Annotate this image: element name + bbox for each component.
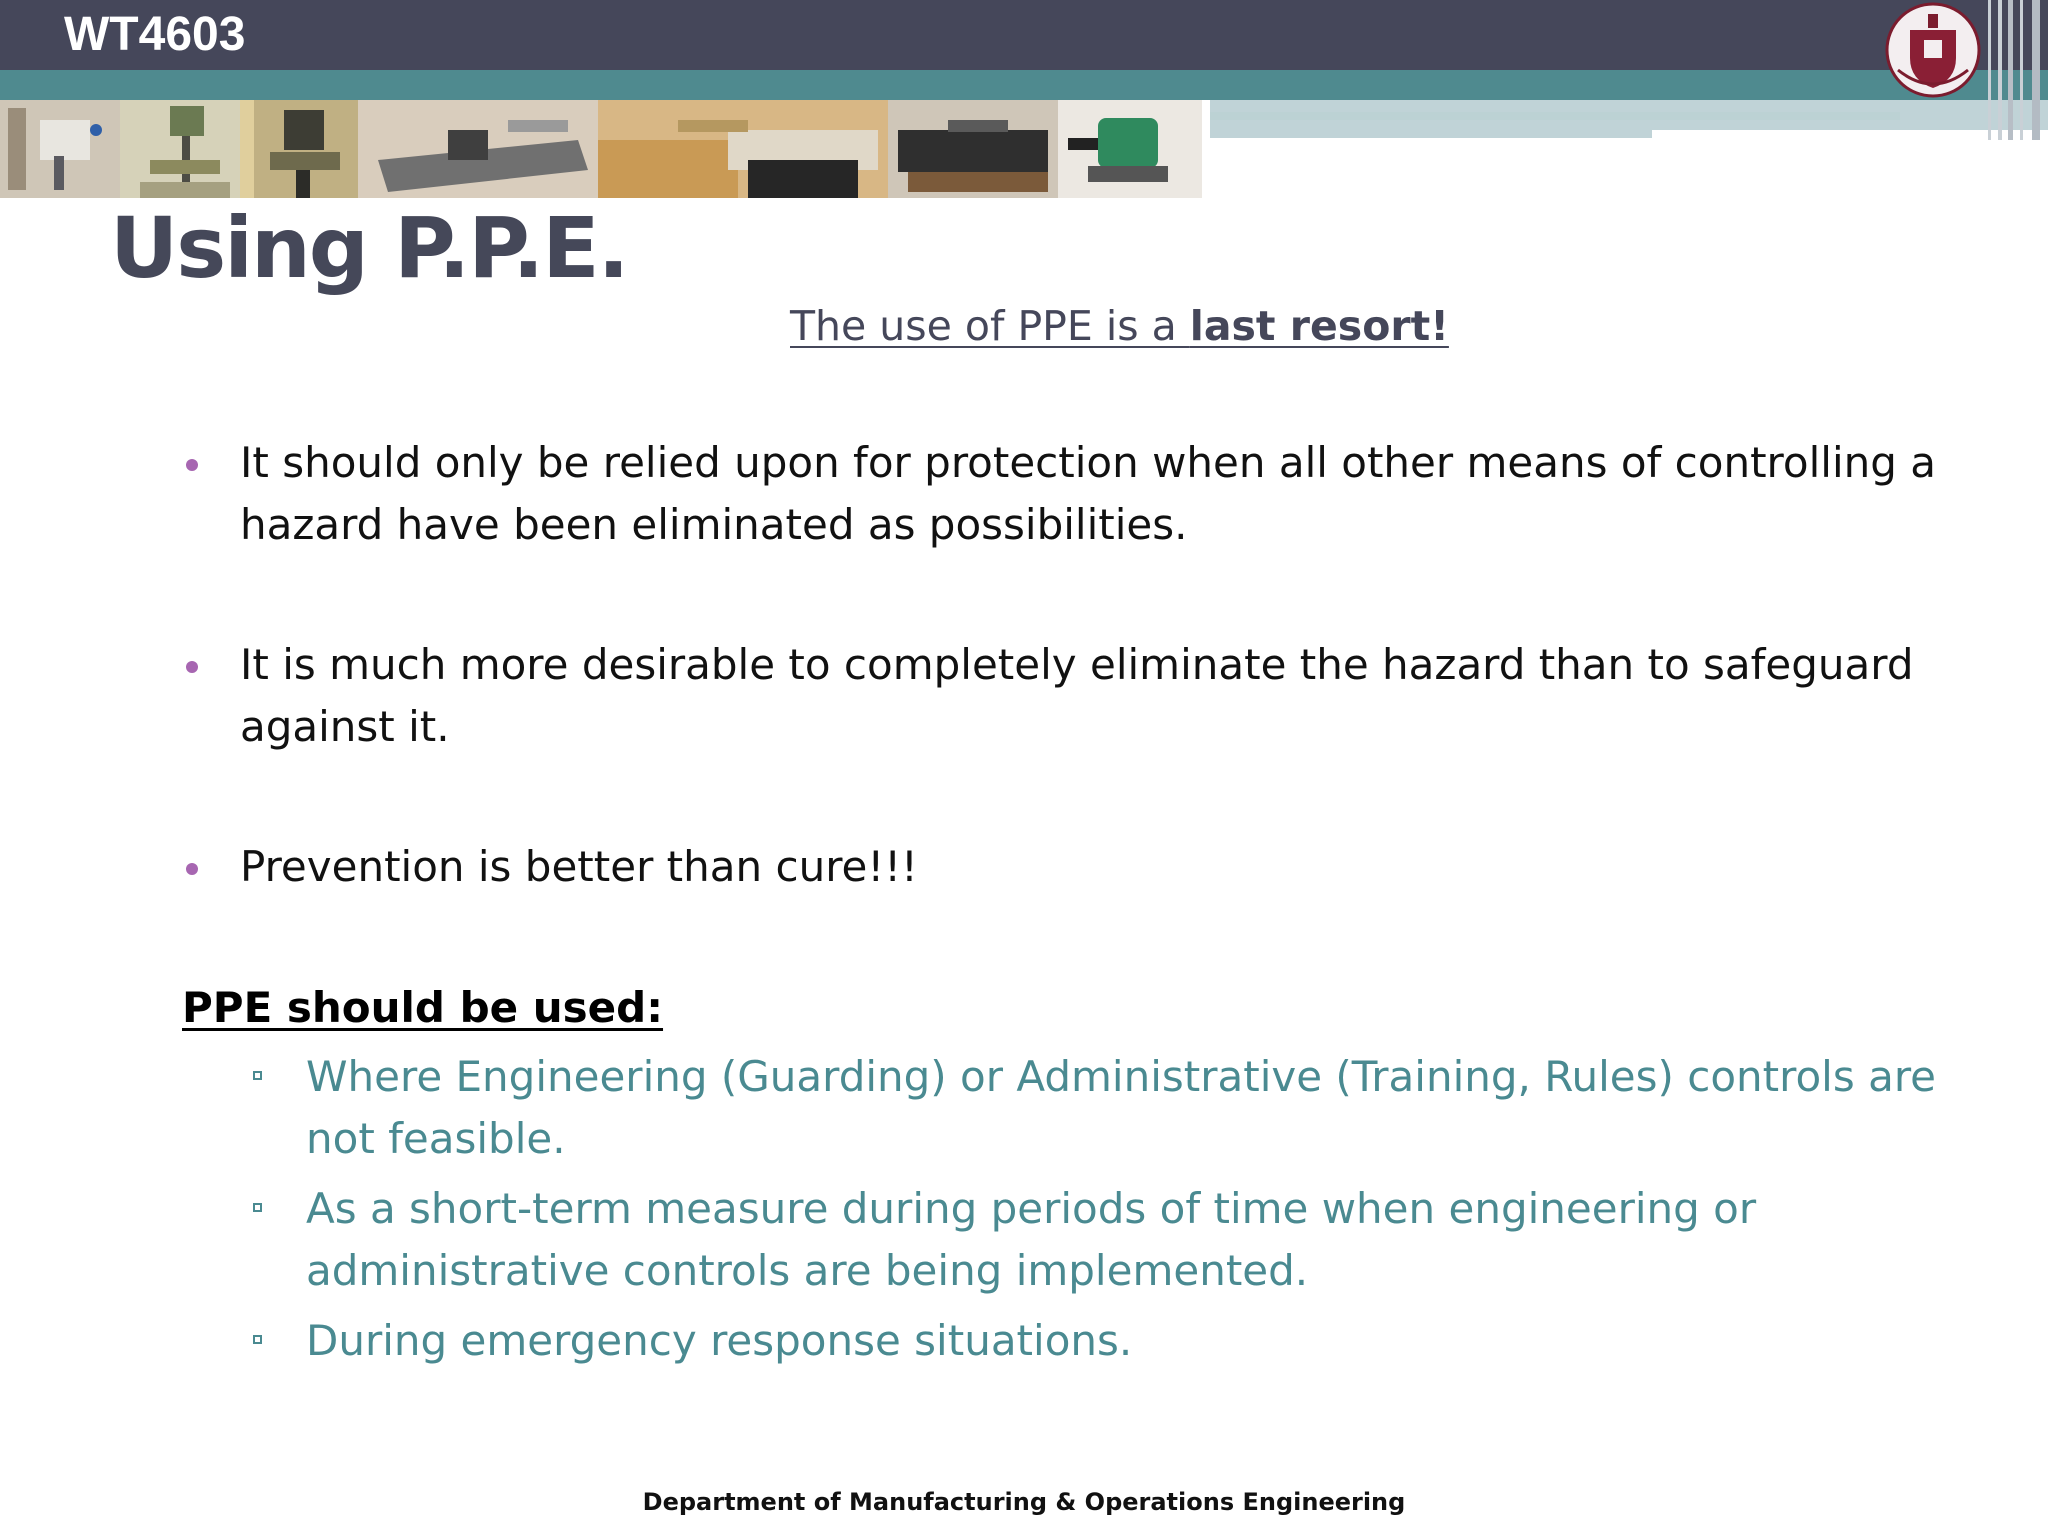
machine-photo-strip xyxy=(0,100,1202,198)
table-saw-photo xyxy=(598,100,888,198)
router-photo xyxy=(1058,100,1202,198)
milling-machine-photo xyxy=(240,100,358,198)
header-teal-stripe xyxy=(0,70,2048,100)
header-vertical-bars xyxy=(1988,0,2048,140)
sub-bullet-item xyxy=(248,1310,2018,1372)
bullet-text: Prevention is better than cure!!! xyxy=(240,842,918,891)
sub-bullet-text: During emergency response situations. xyxy=(306,1316,1133,1365)
sub-bullet-item xyxy=(248,1178,2018,1302)
square-bullet-icon xyxy=(253,1335,262,1344)
ppe-usage-list xyxy=(248,1046,2018,1380)
bullet-dot-icon xyxy=(186,863,198,875)
sub-bullet-text: As a short-term measure during periods of time when engineering or administrative controls are being implemented. xyxy=(306,1184,1757,1295)
slide-subtitle xyxy=(790,296,1449,356)
course-code: WT4603 xyxy=(64,8,246,61)
bullet-text: It should only be relied upon for protection when all other means of controlling a hazard have been eliminated as possibilities. xyxy=(240,438,1936,549)
header-light-line xyxy=(1210,112,1900,120)
header-bar xyxy=(0,0,2048,70)
bullet-list xyxy=(180,432,1940,976)
bullet-text: It is much more desirable to completely eliminate the hazard than to safeguard against it. xyxy=(240,640,1914,751)
square-bullet-icon xyxy=(253,1071,262,1080)
department-footer: Department of Manufacturing & Operations Engineering xyxy=(642,1488,1406,1516)
subtitle-emphasis: last resort! xyxy=(1189,302,1449,350)
university-crest-icon xyxy=(1880,0,1986,100)
bullet-item xyxy=(180,432,1940,556)
sub-bullet-item xyxy=(248,1046,2018,1170)
slide-title: Using P.P.E. xyxy=(110,199,628,297)
sub-bullet-text: Where Engineering (Guarding) or Administrative (Training, Rules) controls are not feasible. xyxy=(306,1052,1937,1163)
square-bullet-icon xyxy=(253,1203,262,1212)
router-table-photo xyxy=(888,100,1058,198)
bullet-item xyxy=(180,634,1940,758)
bullet-item xyxy=(180,836,1940,898)
drill-press-photo xyxy=(120,100,240,198)
bandsaw-photo xyxy=(0,100,120,198)
bullet-dot-icon xyxy=(186,459,198,471)
subtitle-prefix: The use of PPE is a xyxy=(790,302,1190,350)
ppe-usage-heading: PPE should be used: xyxy=(182,983,664,1032)
planer-photo xyxy=(358,100,598,198)
bullet-dot-icon xyxy=(186,661,198,673)
